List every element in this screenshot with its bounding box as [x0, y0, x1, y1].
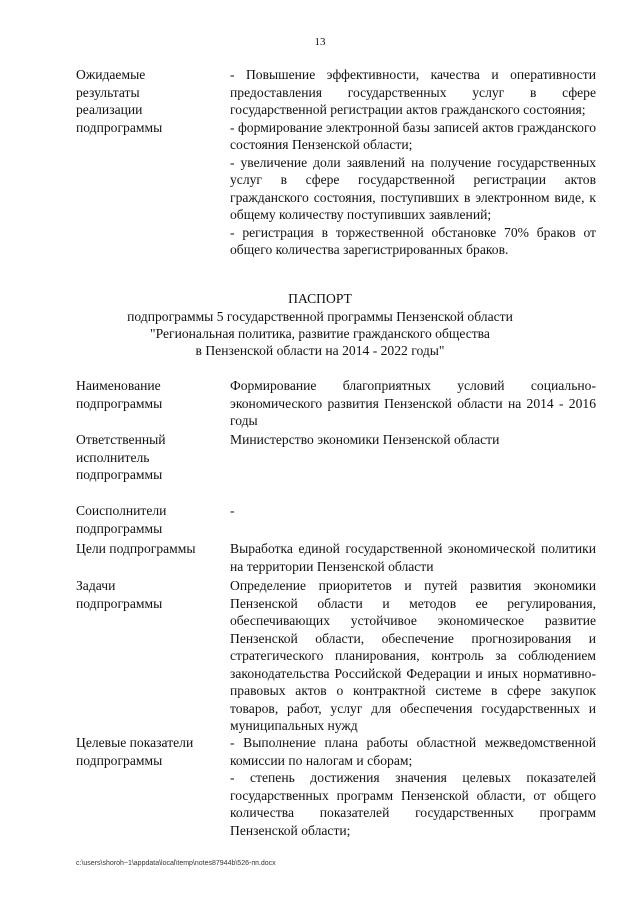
label-line: подпрограммы: [76, 595, 163, 611]
label-line: Наименование: [76, 378, 161, 393]
label-line: Цели подпрограммы: [76, 541, 196, 556]
row-paragraph: - степень достижения значения целевых показателей государственных программ Пензенской области, от общего количества показателей государственных программ Пензенской области;: [230, 770, 596, 838]
label-line: исполнитель: [76, 449, 150, 465]
label-line: Ответственный: [76, 432, 166, 447]
row-label: [76, 734, 216, 769]
file-path-footer: c:\users\shoroh~1\appdata\local\temp\notes87944b\526-пп.docx: [76, 860, 276, 867]
row-paragraph: Министерство экономики Пензенской области: [230, 432, 500, 447]
label-line: Соисполнители: [76, 503, 167, 518]
row-label: [76, 540, 216, 558]
row-text: [230, 431, 596, 449]
label-line: подпрограммы: [76, 752, 163, 768]
result-item: - увеличение доли заявлений на получение государственных услуг в сфере государственной регистрации актов гражданского состояния, поступивших в электронном виде, к общему количеству поступивших заявлений;: [230, 154, 596, 222]
row-label: [76, 431, 216, 484]
row-paragraph: -: [230, 503, 235, 518]
row-text: [230, 377, 596, 430]
passport-subtitle-line: "Региональная политика, развитие гражданского общества: [150, 326, 490, 341]
expected-results-label: [76, 66, 216, 136]
row-paragraph: - Выполнение плана работы областной межведомственной комиссии по налогам и сборам;: [230, 735, 596, 768]
label-line: реализации: [76, 102, 143, 117]
label-line: результаты: [76, 84, 140, 100]
row-paragraph: Определение приоритетов и путей развития экономики Пензенской области и методов ее регулирования, обеспечивающих устойчивое экономическое развитие Пензенской области, обеспечение прогнозирования и стратегического планирования, контроль за соблюдением законодательства Российской Федерации и иных нормативно-правовых актов о контрактной системе в сфере закупок товаров, работ, услуг для обеспечения государственных и муниципальных нужд: [230, 578, 596, 733]
passport-subtitle-line: в Пензенской области на 2014 - 2022 годы": [195, 343, 445, 358]
label-line: Задачи: [76, 578, 116, 593]
label-line: подпрограммы: [76, 395, 163, 411]
row-text: [230, 734, 596, 839]
row-text: [230, 502, 596, 520]
row-label: [76, 377, 216, 412]
label-line: Целевые показатели: [76, 735, 194, 750]
row-paragraph: Выработка единой государственной экономической политики на территории Пензенской области: [230, 541, 596, 574]
row-text: [230, 540, 596, 575]
row-text: [230, 577, 596, 735]
label-line: подпрограммы: [76, 520, 163, 536]
expected-results-text: [230, 66, 596, 259]
result-item: - формирование электронной базы записей актов гражданского состояния Пензенской области;: [230, 119, 596, 152]
label-line: подпрограммы: [76, 467, 163, 482]
label-line: Ожидаемые: [76, 67, 146, 82]
result-item: - регистрация в торжественной обстановке 70% браков от общего количества зарегистрированных браков.: [230, 224, 596, 257]
passport-title: ПАСПОРТ: [288, 291, 352, 306]
result-item: - Повышение эффективности, качества и оперативности предоставления государственных услуг в сфере государственной регистрации актов гражданского состояния;: [230, 67, 596, 117]
passport-subtitle-line: подпрограммы 5 государственной программы Пензенской области: [127, 309, 513, 324]
row-paragraph: Формирование благоприятных условий социально-экономического развития Пензенской области на 2014 - 2016 годы: [230, 378, 596, 428]
row-label: [76, 577, 216, 612]
row-label: [76, 502, 216, 537]
page-number: 13: [314, 36, 326, 48]
label-line: подпрограммы: [76, 119, 163, 135]
